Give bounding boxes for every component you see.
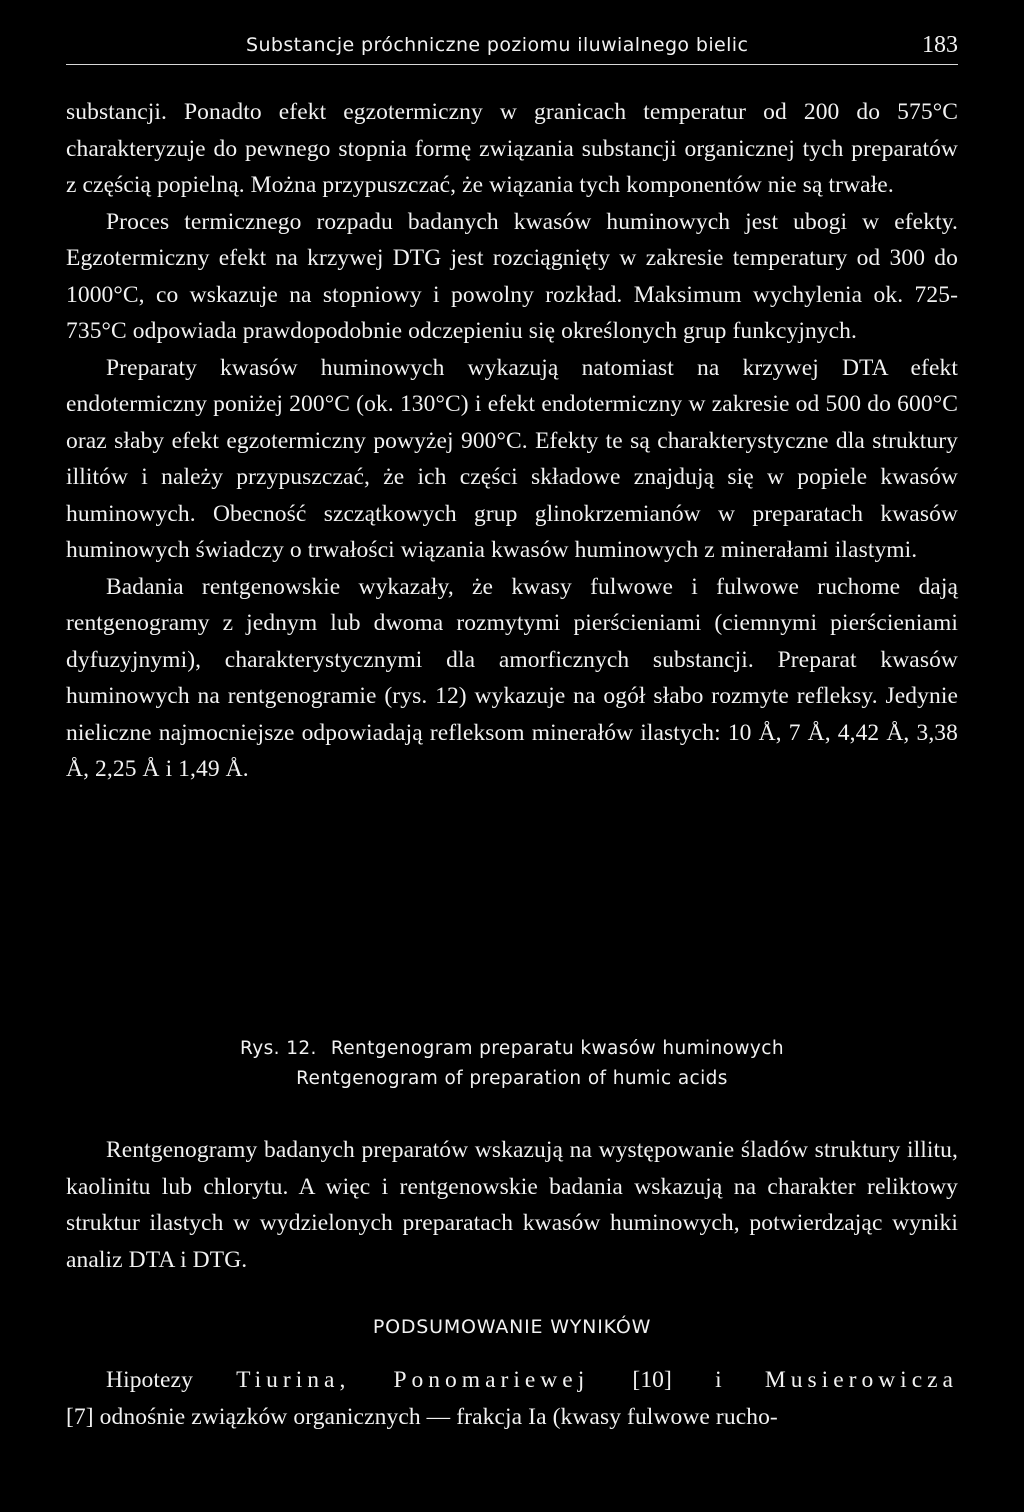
author-name: Musierowicza	[764, 1367, 958, 1393]
author-name: Ponomariewej	[393, 1367, 590, 1393]
page-number: 183	[922, 32, 958, 58]
summary-line-1	[66, 1362, 958, 1399]
summary-line-2: [7] odnośnie związków organicznych — frakcja Ia (kwasy fulwowe rucho-	[66, 1403, 778, 1430]
figure-label: Rys. 12.	[240, 1038, 317, 1059]
paragraph: Badania rentgenowskie wykazały, że kwasy fulwowe i fulwowe ruchome dają rentgenogramy z jednym lub dwoma rozmytymi pierścieniami (ciemnymi pierścieniami dyfuzyjnymi), charakterystycznymi dla amorficznych substancji. Preparat kwasów huminowych na rentgenogramie (rys. 12) wykazuje na ogół słabo rozmyte refleksy. Jedynie nieliczne najmocniejsze odpowiadają refleksom minerałów ilastych: 10 Å, 7 Å, 4,42 Å, 3,38 Å, 2,25 Å i 1,49 Å.	[66, 573, 958, 782]
paragraph: Proces termicznego rozpadu badanych kwasów huminowych jest ubogi w efekty. Egzotermiczny efekt na krzywej DTG jest rozciągnięty w zakresie temperatury od 300 do 1000°C, co wskazuje na stopniowy i powolny rozkład. Maksimum wychylenia ok. 725-735°C odpowiada prawdopodobnie odczepieniu się określonych grup funkcyjnych.	[66, 208, 958, 344]
running-header	[66, 30, 958, 66]
figure-caption-pl	[0, 1038, 1024, 1059]
figure-image	[66, 860, 958, 1020]
body-text-top	[66, 94, 958, 788]
section-heading: PODSUMOWANIE WYNIKÓW	[372, 1316, 652, 1338]
figure-caption-pl-text: Rentgenogram preparatu kwasów huminowych	[330, 1038, 784, 1059]
summary-text	[66, 1362, 958, 1435]
figure-caption-en: Rentgenogram of preparation of humic acids	[296, 1068, 728, 1089]
author-name: Tiurina,	[236, 1367, 351, 1393]
summary-lead: Hipotezy	[106, 1367, 193, 1393]
paragraph: Rentgenogramy badanych preparatów wskazują na występowanie śladów struktury illitu, kaolinitu lub chlorytu. A więc i rentgenowskie badania wskazują na charakter reliktowy struktur ilastych w wydzielonych preparatach kwasów huminowych, potwierdzając wyniki analiz DTA i DTG.	[66, 1137, 958, 1273]
reference: [10] i	[632, 1367, 722, 1393]
body-text-bottom	[66, 1132, 958, 1278]
paragraph: Preparaty kwasów huminowych wykazują natomiast na krzywej DTA efekt endotermiczny poniżej 200°C (ok. 130°C) i efekt endotermiczny w zakresie od 500 do 600°C oraz słaby efekt egzotermiczny powyżej 900°C. Efekty te są charakterystyczne dla struktury illitów i należy przypuszczać, że ich części składowe znajdują się w popiele kwasów huminowych. Obecność szczątkowych grup glinokrzemianów w preparatach kwasów huminowych świadczy o trwałości wiązania kwasów huminowych z minerałami ilastymi.	[66, 354, 958, 563]
running-title: Substancje próchniczne poziomu iluwialnego bielic	[246, 34, 749, 56]
header-rule	[66, 64, 958, 65]
paragraph: substancji. Ponadto efekt egzotermiczny w granicach temperatur od 200 do 575°C charakteryzuje do pewnego stopnia formę związania substancji organicznej tych preparatów z częścią popielną. Można przypuszczać, że wiązania tych komponentów nie są trwałe.	[66, 99, 958, 198]
